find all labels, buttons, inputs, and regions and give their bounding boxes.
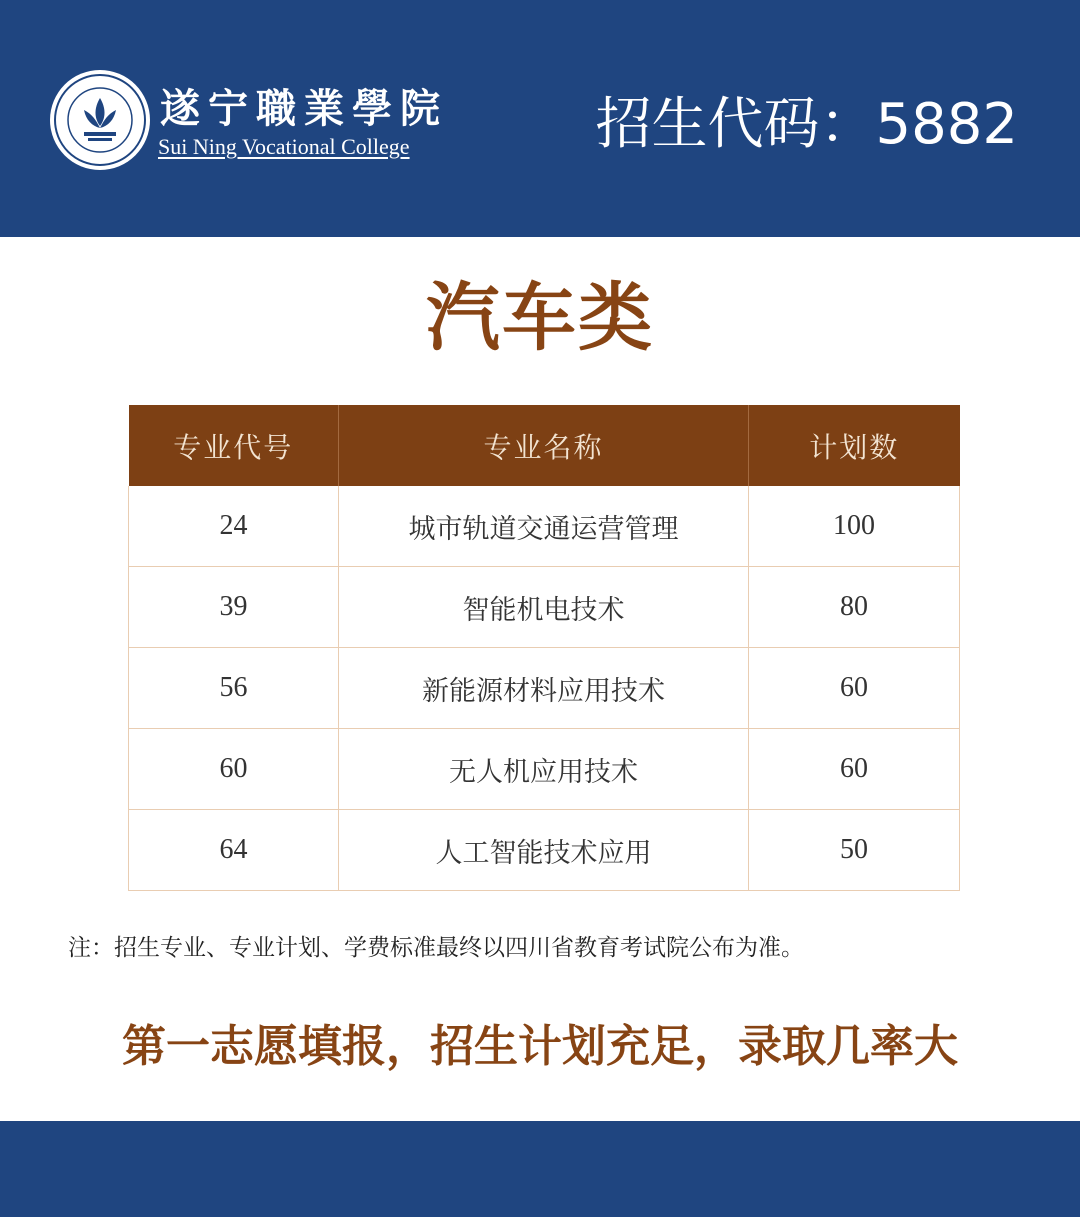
table-row — [129, 729, 960, 810]
plan-count: 80 — [749, 567, 960, 648]
enrollment-note: 注：招生专业、专业计划、学费标准最终以四川省教育考试院公布为准。 — [68, 935, 804, 961]
header-plan: 计划数 — [749, 405, 960, 486]
major-table — [128, 405, 960, 891]
major-code: 24 — [129, 486, 339, 567]
footer-banner — [0, 1121, 1080, 1217]
major-name: 城市轨道交通运营管理 — [339, 486, 749, 567]
major-name: 无人机应用技术 — [339, 729, 749, 810]
major-name: 人工智能技术应用 — [339, 810, 749, 891]
major-name: 智能机电技术 — [339, 567, 749, 648]
plan-count: 60 — [749, 648, 960, 729]
header-code: 专业代号 — [129, 405, 339, 486]
major-code: 56 — [129, 648, 339, 729]
major-name: 新能源材料应用技术 — [339, 648, 749, 729]
college-emblem-icon — [48, 68, 152, 172]
slogan: 第一志愿填报，招生计划充足，录取几率大 — [122, 1021, 958, 1072]
category-title: 汽车类 — [426, 275, 654, 361]
plan-count: 60 — [749, 729, 960, 810]
table-row — [129, 810, 960, 891]
table-header-row — [129, 405, 960, 486]
college-name-en: Sui Ning Vocational College — [158, 134, 410, 159]
header-banner — [0, 0, 1080, 237]
header-name: 专业名称 — [339, 405, 749, 486]
plan-count: 50 — [749, 810, 960, 891]
major-code: 60 — [129, 729, 339, 810]
plan-count: 100 — [749, 486, 960, 567]
major-code: 39 — [129, 567, 339, 648]
table-row — [129, 567, 960, 648]
enrollment-code: 招生代码：5882 — [595, 92, 1018, 157]
table-row — [129, 486, 960, 567]
major-code: 64 — [129, 810, 339, 891]
table-row — [129, 648, 960, 729]
college-name-cn: 遂宁職業學院 — [160, 85, 448, 132]
